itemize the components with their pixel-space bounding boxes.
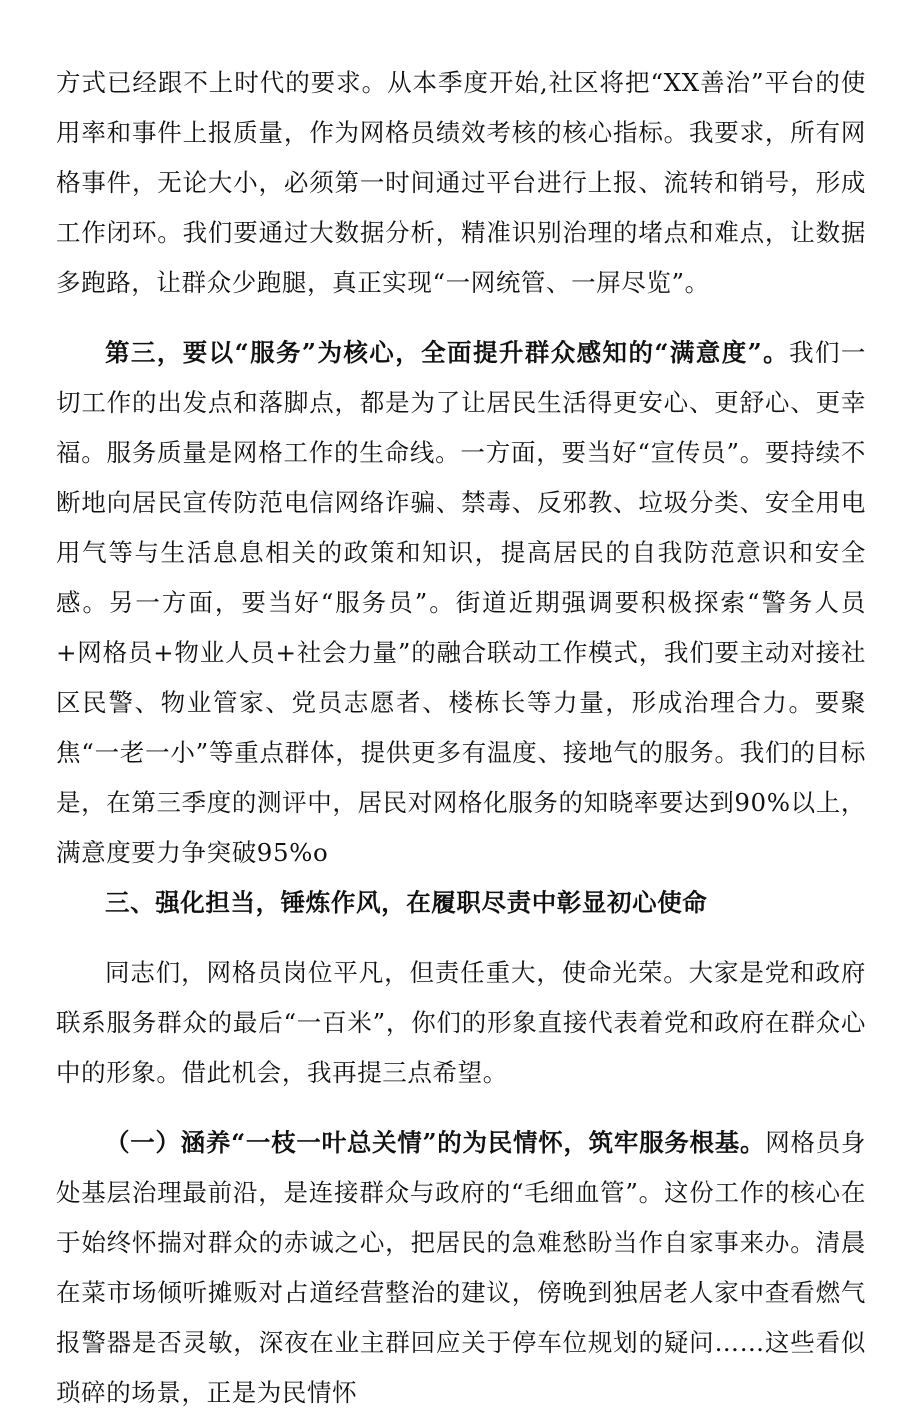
document-page [56, 58, 866, 1418]
paragraph-comrades [56, 948, 866, 1098]
paragraph-lead: 第三，要以“服务”为核心，全面提升群众感知的“满意度”。 [105, 338, 790, 367]
paragraph-text: 网格员身处基层治理最前沿，是连接群众与政府的“毛细血管”。这份工作的核心在于始终怀揣对群众的赤诚之心，把居民的急难愁盼当作自家事来办。清晨在菜市场倾听摊贩对占道经营整治的建议，傍晚到独居老人家中查看燃气报警器是否灵敏，深夜在业主群回应关于停车位规划的疑问……这些看似琐碎的场景，正是为民情怀 [56, 1128, 866, 1407]
paragraph-text: 方式已经跟不上时代的要求。从本季度开始,社区将把“XX善治”平台的使用率和事件上报质量，作为网格员绩效考核的核心指标。我要求，所有网格事件，无论大小，必须第一时间通过平台进行上报、流转和销号，形成工作闭环。我们要通过大数据分析，精准识别治理的堵点和难点，让数据多跑路，让群众少跑腿，真正实现“一网统管、一屏尽览”。 [56, 68, 866, 297]
paragraph-hope-one [56, 1118, 866, 1418]
section-heading-three: 三、强化担当，锤炼作风，在履职尽责中彰显初心使命 [105, 888, 708, 917]
paragraph-platform-usage [56, 58, 866, 308]
paragraph-lead: （一）涵养“一枝一叶总关情”的为民情怀，筑牢服务根基。 [105, 1128, 766, 1157]
paragraph-service-satisfaction [56, 328, 866, 878]
paragraph-text: 我们一切工作的出发点和落脚点，都是为了让居民生活得更安心、更舒心、更幸福。服务质量是网格工作的生命线。一方面，要当好“宣传员”。要持续不断地向居民宣传防范电信网络诈骗、禁毒、反邪教、垃圾分类、安全用电用气等与生活息息相关的政策和知识，提高居民的自我防范意识和安全感。另一方面，要当好“服务员”。街道近期强调要积极探索“警务人员+网格员+物业人员+社会力量”的融合联动工作模式，我们要主动对接社区民警、物业管家、党员志愿者、楼栋长等力量，形成治理合力。要聚焦“一老一小”等重点群体，提供更多有温度、接地气的服务。我们的目标是，在第三季度的测评中，居民对网格化服务的知晓率要达到90%以上，满意度要力争突破95%o [56, 338, 866, 867]
paragraph-text: 同志们，网格员岗位平凡，但责任重大，使命光荣。大家是党和政府联系服务群众的最后“一百米”，你们的形象直接代表着党和政府在群众心中的形象。借此机会，我再提三点希望。 [56, 958, 866, 1087]
